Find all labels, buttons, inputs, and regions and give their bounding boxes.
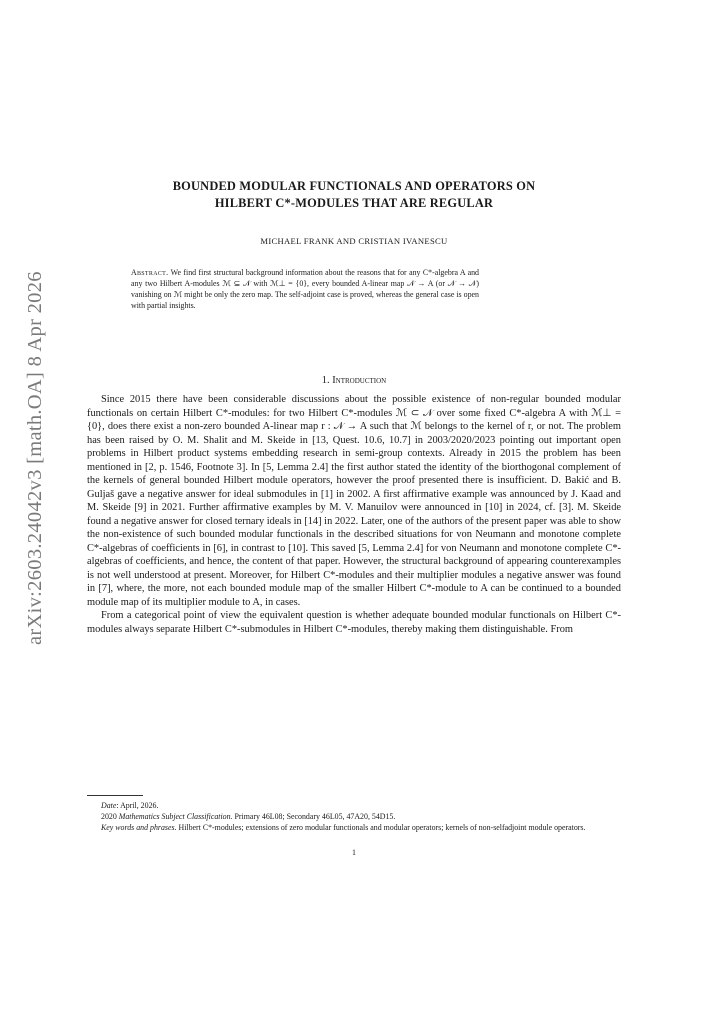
footnotes (87, 800, 621, 833)
section-title: Introduction (332, 375, 387, 386)
arxiv-stamp: arXiv:2603.24042v3 [math.OA] 8 Apr 2026 (24, 271, 46, 645)
date-value: : April, 2026. (116, 801, 159, 810)
date-label: Date (101, 801, 117, 810)
keywords-label: Key words and phrases. (101, 823, 177, 832)
footnote-msc (87, 811, 621, 822)
msc-prefix: 2020 (101, 812, 119, 821)
abstract-heading: Abstract. (131, 268, 169, 277)
footnote-rule (87, 795, 143, 796)
msc-value: Primary 46L08; Secondary 46L05, 47A20, 54D15. (232, 812, 396, 821)
title-line-2: HILBERT C*-MODULES THAT ARE REGULAR (214, 196, 494, 210)
authors: MICHAEL FRANK AND CRISTIAN IVANESCU (260, 236, 448, 246)
msc-label: Mathematics Subject Classification. (118, 812, 233, 821)
footnote-date (87, 800, 621, 811)
page-number: 1 (352, 848, 356, 857)
title-line-1: BOUNDED MODULAR FUNCTIONALS AND OPERATORS ON (172, 179, 536, 193)
section-heading (88, 375, 620, 386)
body-text (87, 393, 621, 636)
section-number: 1. (321, 375, 330, 386)
abstract-text: We find first structural background information about the reasons that for any C*-algebra A and any two Hilbert A-modules ℳ ⊆ 𝒩 with ℳ⊥ = {0}, every bounded A-linear map 𝒩 → A (or 𝒩 → 𝒩) vanishing on ℳ might be only the zero map. The self-adjoint case is proved, whereas the general case is open with partial insights. (131, 268, 479, 310)
keywords-value: Hilbert C*-modules; extensions of zero modular functionals and modular operators; kernels of non-selfadjoint module operators. (176, 823, 586, 832)
footnote-keywords (87, 822, 621, 833)
paragraph-2: From a categorical point of view the equivalent question is whether adequate bounded modular functionals on Hilbert C*-modules always separate Hilbert C*-submodules in Hilbert C*-modules, thereby making them distinguishable. From (87, 610, 621, 635)
paragraph-1: Since 2015 there have been considerable discussions about the possible existence of non-regular bounded modular functionals on certain Hilbert C*-modules: for two Hilbert C*-modules ℳ ⊂ 𝒩 over some fixed C*-algebra A with ℳ⊥ = {0}, does there exist a non-zero bounded A-linear map r : 𝒩 → A such that ℳ belongs to the kernel of r, or not. The problem has been raised by O. M. Shalit and M. Skeide in [13, Quest. 10.6, 10.7] in 2003/2020/2023 pointing out important open problems in Hilbert product systems embedding research in semi-group contexts. Already in 2015 the problem has been mentioned in [2, p. 1546, Footnote 3]. In [5, Lemma 2.4] the first author stated the identity of the biorthogonal complement of the kernels of general bounded Hilbert module operators, however the proof presented there is insufficient. D. Bakić and B. Guljaš gave a negative answer for ideal submodules in [1] in 2002. A first affirmative example was announced by J. Kaad and M. Skeide [9] in 2021. Further affirmative examples by M. V. Manuilov were announced in [10] in 2024, cf. [3]. M. Skeide found a negative answer for closed ternary ideals in [14] in 2022. Later, one of the authors of the present paper was able to show the non-existence of such bounded modular functionals in the described situations for von Neumann and monotone complete C*-algebras of coefficients in [6], in contrast to [10]. This saved [5, Lemma 2.4] for von Neumann and monotone complete C*-algebras of coefficients, and hence, the content of that paper. However, the structural background of appearing counterexamples is not well understood at present. Moreover, for Hilbert C*-modules and their multiplier modules a negative answer was found in [7], where, the more, not each bounded module map of the smaller Hilbert C*-module to A can be continued to a bounded module map of its multiplier module to A, in cases. (87, 394, 621, 608)
paper-title (88, 178, 620, 212)
abstract (131, 267, 479, 311)
